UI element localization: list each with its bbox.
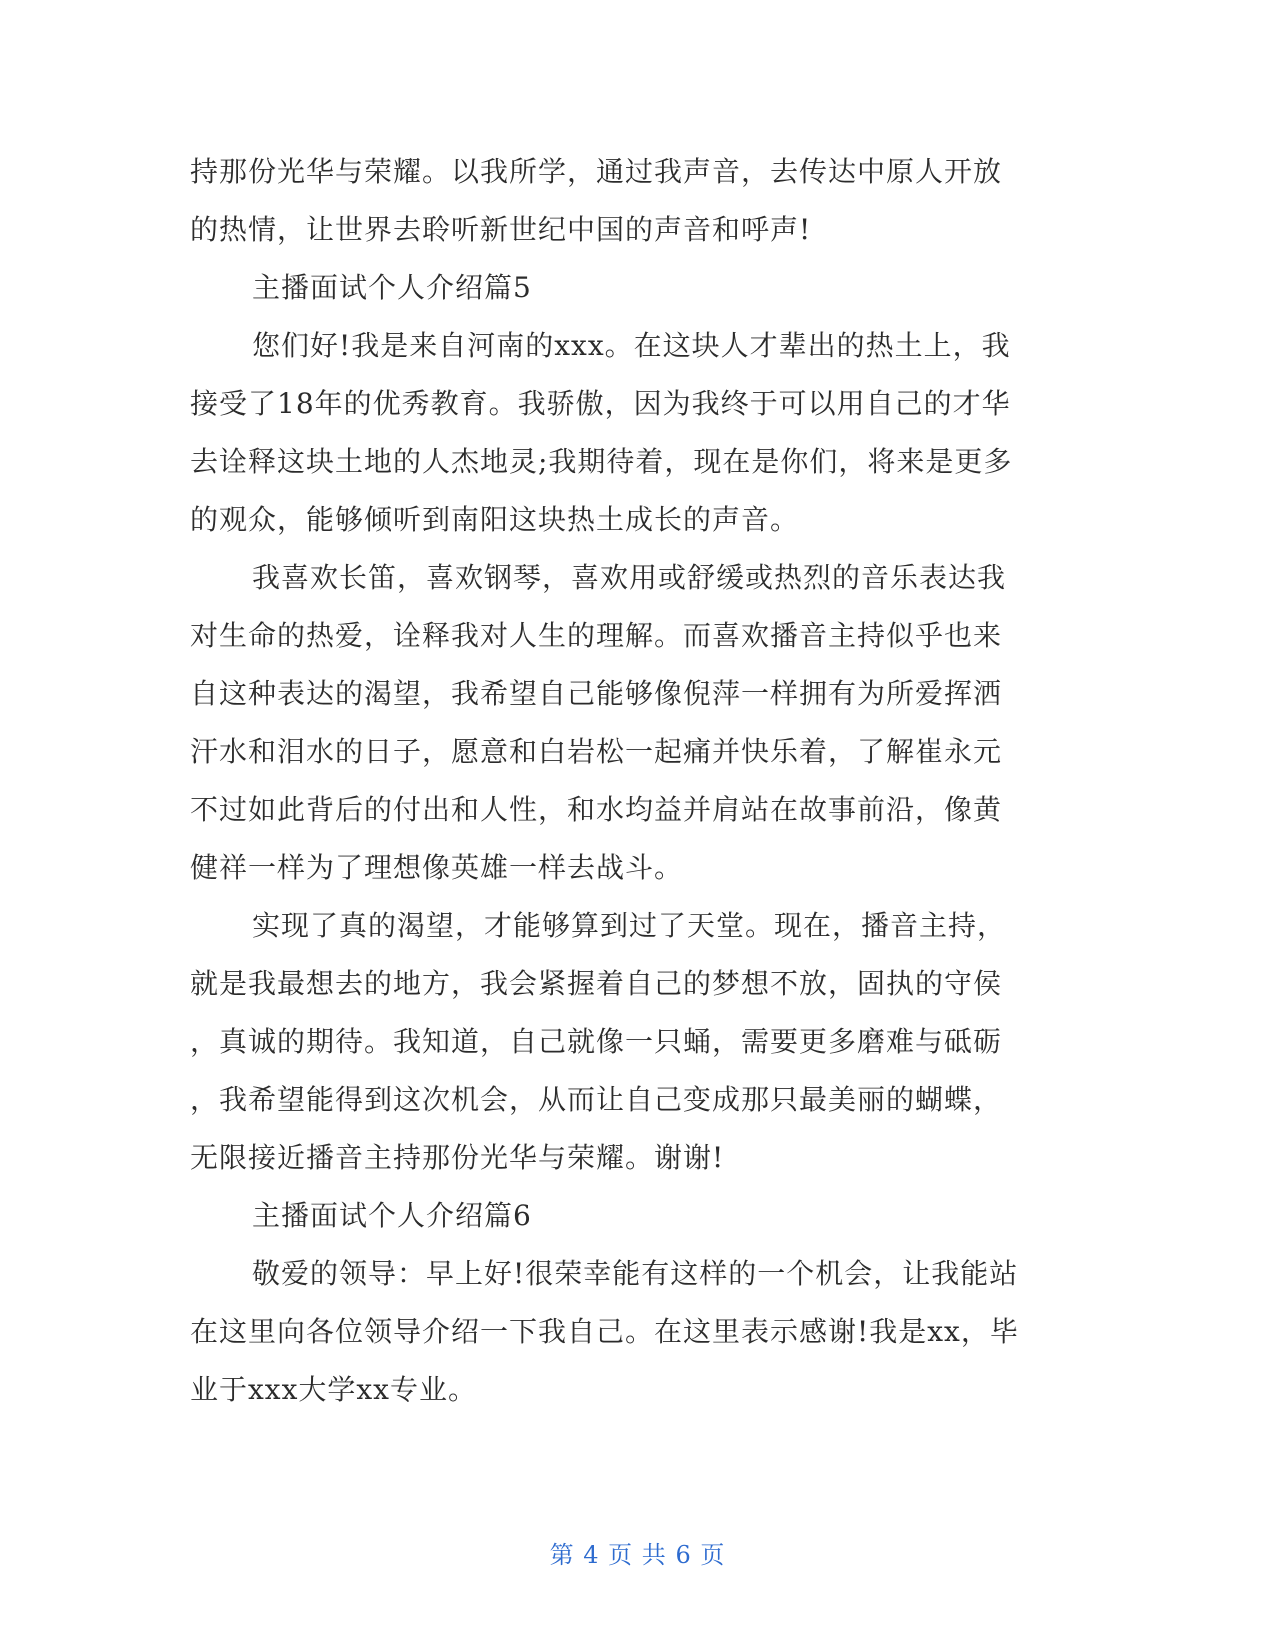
text-line: 去诠释这块土地的人杰地灵;我期待着，现在是你们，将来是更多 [190, 445, 1013, 478]
text-line: 健祥一样为了理想像英雄一样去战斗。 [190, 851, 684, 884]
text-line: 实现了真的渴望，才能够算到过了天堂。现在，播音主持， [252, 909, 1007, 942]
text-line: ，真诚的期待。我知道，自己就像一只蛹，需要更多磨难与砥砺 [190, 1025, 1003, 1058]
text-line: 持那份光华与荣耀。以我所学，通过我声音，去传达中原人开放 [190, 155, 1003, 188]
footer-prefix: 第 [549, 1541, 575, 1569]
text-line: 我喜欢长笛，喜欢钢琴，喜欢用或舒缓或热烈的音乐表达我 [252, 561, 1007, 594]
section-heading: 主播面试个人介绍篇5 [252, 271, 532, 304]
document-body [190, 143, 1090, 1419]
current-page-number: 4 [583, 1541, 600, 1569]
footer-suffix: 页 [700, 1541, 726, 1569]
total-pages-number: 6 [675, 1541, 692, 1569]
text-line: 无限接近播音主持那份光华与荣耀。谢谢! [190, 1141, 725, 1174]
text-line: 接受了18年的优秀教育。我骄傲，因为我终于可以用自己的才华 [190, 387, 1011, 420]
text-line: ，我希望能得到这次机会，从而让自己变成那只最美丽的蝴蝶， [190, 1083, 1003, 1116]
text-line: 在这里向各位领导介绍一下我自己。在这里表示感谢!我是xx，毕 [190, 1315, 1019, 1348]
text-line: 不过如此背后的付出和人性，和水均益并肩站在故事前沿，像黄 [190, 793, 1003, 826]
text-line: 您们好!我是来自河南的xxx。在这块人才辈出的热土上，我 [252, 329, 1011, 362]
text-line: 业于xxx大学xx专业。 [190, 1373, 477, 1406]
footer-middle: 页 共 [608, 1541, 667, 1569]
text-line: 敬爱的领导：早上好!很荣幸能有这样的一个机会，让我能站 [252, 1257, 1019, 1290]
text-line: 就是我最想去的地方，我会紧握着自己的梦想不放，固执的守侯 [190, 967, 1003, 1000]
text-line: 自这种表达的渴望，我希望自己能够像倪萍一样拥有为所爱挥洒 [190, 677, 1003, 710]
page-footer [0, 1535, 1275, 1570]
text-line: 的热情，让世界去聆听新世纪中国的声音和呼声! [190, 213, 812, 246]
text-line: 的观众，能够倾听到南阳这块热土成长的声音。 [190, 503, 800, 536]
text-line: 汗水和泪水的日子，愿意和白岩松一起痛并快乐着，了解崔永元 [190, 735, 1003, 768]
text-line: 对生命的热爱，诠释我对人生的理解。而喜欢播音主持似乎也来 [190, 619, 1003, 652]
section-heading: 主播面试个人介绍篇6 [252, 1199, 532, 1232]
